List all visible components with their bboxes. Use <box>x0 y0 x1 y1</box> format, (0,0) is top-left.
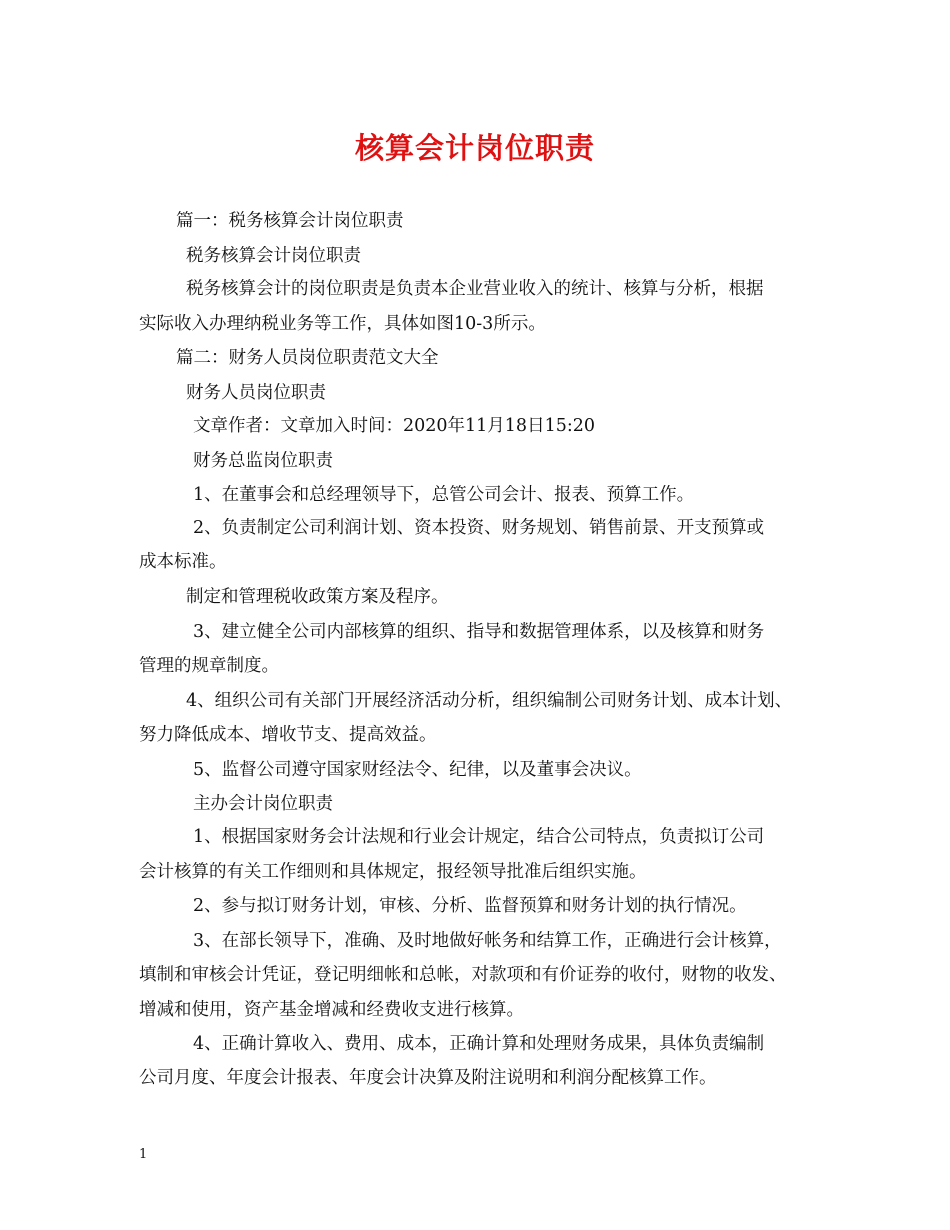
list-item: 4、组织公司有关部门开展经济活动分析，组织编制公司财务计划、成本计划、 <box>186 691 793 711</box>
role-heading: 财务总监岗位职责 <box>193 451 333 471</box>
article-meta: 文章作者：文章加入时间：2020年11月18日15:20 <box>193 416 596 436</box>
subsection-heading: 税务核算会计岗位职责 <box>186 246 361 266</box>
paragraph-line: 实际收入办理纳税业务等工作，具体如图10-3所示。 <box>139 314 546 334</box>
list-item-continuation: 公司月度、年度会计报表、年度会计决算及附注说明和利润分配核算工作。 <box>139 1068 717 1088</box>
list-item: 4、正确计算收入、费用、成本，正确计算和处理财务成果，具体负责编制 <box>193 1034 765 1054</box>
list-item-continuation: 管理的规章制度。 <box>139 656 279 676</box>
list-item: 1、在董事会和总经理领导下，总管公司会计、报表、预算工作。 <box>193 485 695 505</box>
section-heading: 篇一：税务核算会计岗位职责 <box>176 211 404 231</box>
list-item: 1、根据国家财务会计法规和行业会计规定，结合公司特点，负责拟订公司 <box>193 827 765 847</box>
list-item-continuation: 努力降低成本、增收节支、提高效益。 <box>139 725 437 745</box>
list-item-continuation: 填制和审核会计凭证，登记明细帐和总帐，对款项和有价证券的收付，财物的收发、 <box>139 965 787 985</box>
list-item: 3、建立健全公司内部核算的组织、指导和数据管理体系，以及核算和财务 <box>193 622 765 642</box>
list-item: 3、在部长领导下，准确、及时地做好帐务和结算工作，正确进行会计核算， <box>193 931 782 951</box>
list-item-continuation: 增减和使用，资产基金增减和经费收支进行核算。 <box>139 1000 524 1020</box>
role-heading: 主办会计岗位职责 <box>193 794 333 814</box>
list-item-continuation: 会计核算的有关工作细则和具体规定，报经领导批准后组织实施。 <box>139 862 647 882</box>
document-title: 核算会计岗位职责 <box>354 131 595 165</box>
subsection-heading: 财务人员岗位职责 <box>186 383 326 403</box>
list-item: 5、监督公司遵守国家财经法令、纪律，以及董事会决议。 <box>193 760 642 780</box>
list-item: 2、负责制定公司利润计划、资本投资、财务规划、销售前景、开支预算或 <box>193 518 765 538</box>
list-item-continuation: 成本标准。 <box>139 552 227 572</box>
page-number: 1 <box>139 1147 148 1162</box>
paragraph-line: 制定和管理税收政策方案及程序。 <box>186 587 449 607</box>
section-heading: 篇二：财务人员岗位职责范文大全 <box>176 348 439 368</box>
list-item: 2、参与拟订财务计划，审核、分析、监督预算和财务计划的执行情况。 <box>193 896 747 916</box>
paragraph-line: 税务核算会计的岗位职责是负责本企业营业收入的统计、核算与分析，根据 <box>186 279 764 299</box>
